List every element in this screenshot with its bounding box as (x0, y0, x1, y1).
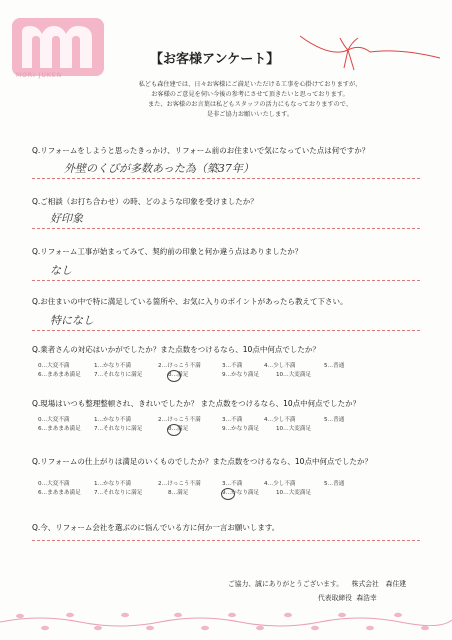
question-3: Q.リフォーム工事が始まってみて、契約前の印象と何か違う点はありましたか？ (32, 247, 303, 256)
vine-border-icon (0, 600, 452, 640)
footer-thanks-line (228, 578, 406, 588)
mori-logo-icon (12, 18, 104, 76)
page-title: 【お客様アンケート】 (150, 52, 280, 67)
answer-2: 好印象 (50, 212, 83, 225)
scale-option: 6…まあまあ満足 (38, 372, 81, 378)
scale-option: 2…けっこう不満 (158, 417, 201, 423)
scale-option: 9…かなり満足 (222, 490, 260, 496)
question-2: Q.ご相談（お打ち合わせ）の時、どのような印象を受けましたか？ (32, 197, 258, 206)
ribbon-icon (300, 28, 450, 78)
selected-score-circle (167, 424, 181, 436)
logo-caption: MORI JUKEN (16, 72, 63, 79)
scale-option: 6…まあまあ満足 (38, 490, 81, 496)
scale-option: 0…大変不満 (38, 363, 70, 369)
scale-option: 1…かなり不満 (94, 481, 132, 487)
scale-option: 4…少し不満 (264, 417, 296, 423)
question-1: Q.リフォームをしようと思ったきっかけ、リフォーム前のお住まいで気になっていた点は何ですか？ (32, 146, 370, 155)
scale-option: 1…かなり不満 (94, 417, 132, 423)
scale-option: 10…大変満足 (276, 490, 312, 496)
question-7: Q.リフォームの仕上がりは満足のいくものでしたか？また点数をつけるなら、10点中何点でしたか？ (32, 457, 372, 466)
scale-option: 2…けっこう不満 (158, 481, 201, 487)
scale-option: 3…不満 (222, 481, 243, 487)
divider (32, 280, 420, 281)
divider (32, 228, 420, 229)
intro-text (80, 80, 420, 120)
score-scale-1 (38, 362, 418, 382)
scale-option: 10…大変満足 (276, 372, 312, 378)
question-5: Q.業者さんの対応はいかがでしたか？また点数をつけるなら、10点中何点でしたか？ (32, 345, 320, 354)
divider (32, 178, 420, 179)
rep-title: 代表取締役 (318, 594, 352, 602)
scale-option: 8…満足 (168, 426, 189, 432)
scale-option: 6…まあまあ満足 (38, 426, 81, 432)
divider (32, 540, 420, 541)
score-scale-2 (38, 416, 418, 436)
intro-line: また、お客様のお言葉は私どもスタッフの活力にもなっておりますので、 (147, 101, 353, 108)
scale-option: 3…不満 (222, 417, 243, 423)
answer-3: なし (50, 264, 72, 277)
scale-option: 7…それなりに満足 (94, 490, 143, 496)
scale-option: 4…少し不満 (264, 363, 296, 369)
intro-line: お客様のご意見を伺い今後の参考にさせて頂きたいと思っております。 (151, 91, 349, 98)
selected-score-circle (221, 488, 235, 500)
scale-option: 0…大変不満 (38, 417, 70, 423)
scale-option: 4…少し不満 (264, 481, 296, 487)
score-scale-3 (38, 480, 418, 500)
scale-option: 0…大変不満 (38, 481, 70, 487)
company-name: 株式会社 森住建 (351, 580, 407, 588)
scale-option: 5…普通 (324, 417, 345, 423)
thanks-text: ご協力、誠にありがとうございます。 (228, 580, 344, 588)
question-8: Q.今、リフォーム会社を選ぶのに悩んでいる方に何か一言お願いします。 (32, 523, 280, 532)
scale-option: 10…大変満足 (276, 426, 312, 432)
rep-name: 森浩幸 (356, 594, 377, 602)
scale-option: 7…それなりに満足 (94, 372, 143, 378)
question-4: Q.お住まいの中で特に満足している箇所や、お気に入りのポイントがあったら教えて下さい。 (32, 297, 348, 306)
scale-option: 9…かなり満足 (222, 372, 260, 378)
scale-option: 8…満足 (168, 490, 189, 496)
intro-line: 私ども森住建では、日々お客様にご満足いただける工事を心掛けておりますが、 (138, 81, 362, 88)
selected-score-circle (167, 370, 181, 382)
answer-1: 外壁のくびが多数あった為（築37年） (64, 162, 254, 175)
answer-4: 特になし (50, 314, 94, 327)
intro-line: 是非ご協力お願いいたします。 (206, 111, 294, 118)
scale-option: 5…普通 (324, 481, 345, 487)
scale-option: 9…かなり満足 (222, 426, 260, 432)
scale-option: 3…不満 (222, 363, 243, 369)
scale-option: 8…満足 (168, 372, 189, 378)
scale-option: 2…けっこう不満 (158, 363, 201, 369)
scale-option: 1…かなり不満 (94, 363, 132, 369)
divider (32, 330, 420, 331)
scale-option: 7…それなりに満足 (94, 426, 143, 432)
question-6: Q.現場はいつも整理整頓され、きれいでしたか？ また点数をつけるなら、10点中何点でしたか？ (32, 399, 361, 408)
scale-option: 5…普通 (324, 363, 345, 369)
